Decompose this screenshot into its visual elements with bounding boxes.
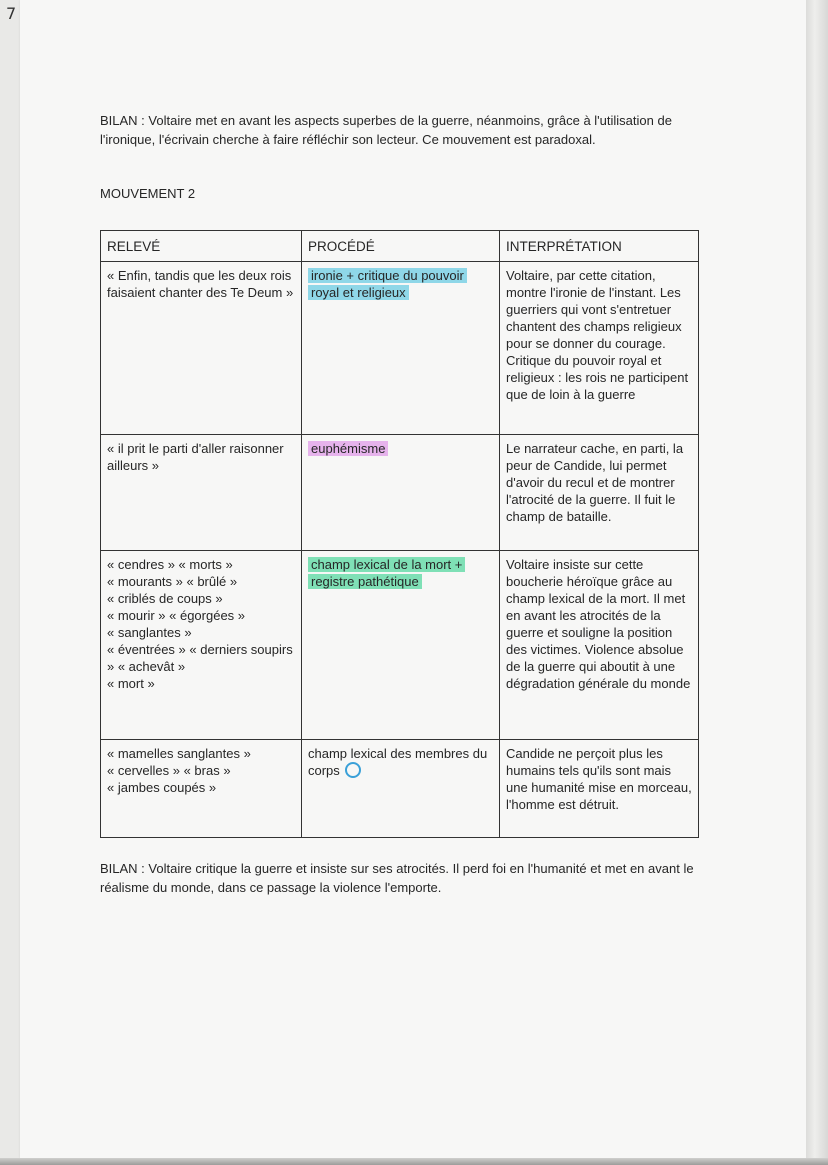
header-interpretation: INTERPRÉTATION — [500, 231, 699, 262]
procede-cell — [302, 262, 500, 435]
releve-cell — [101, 262, 302, 435]
releve-text: « mamelles sanglantes » « cervelles » « bras » « jambes coupés » — [107, 746, 251, 795]
header-releve: RELEVÉ — [101, 231, 302, 262]
procede-cell — [302, 435, 500, 551]
table-row — [101, 262, 699, 435]
interpretation-cell — [500, 435, 699, 551]
procede-highlight: euphémisme — [308, 441, 388, 456]
procede-text: champ lexical des membres du corps — [308, 746, 488, 778]
table-row — [101, 740, 699, 838]
interpretation-text: Candide ne perçoit plus les humains tels qu'ils sont mais une humanité mise en morceau, l'homme est détruit. — [506, 746, 692, 812]
page-number-mark: 7 — [6, 4, 17, 23]
releve-cell — [101, 740, 302, 838]
procede-cell — [302, 740, 500, 838]
interpretation-cell — [500, 262, 699, 435]
stacked-pages-edge — [806, 0, 828, 1165]
releve-text: « Enfin, tandis que les deux rois faisaient chanter des Te Deum » — [107, 268, 294, 300]
interpretation-text: Voltaire, par cette citation, montre l'ironie de l'instant. Les guerriers qui vont s'entretuer chantent des champs religieux pour se donner du courage. Critique du pouvoir royal et religieux : les rois ne participent que de loin à la guerre — [506, 268, 689, 402]
circle-icon — [345, 762, 361, 778]
analysis-table — [100, 230, 699, 838]
interpretation-cell — [500, 740, 699, 838]
bilan-paragraph-1: BILAN : Voltaire met en avant les aspects superbes de la guerre, néanmoins, grâce à l'utilisation de l'ironique, l'écrivain cherche à faire réfléchir son lecteur. Ce mouvement est paradoxal. — [100, 113, 672, 147]
interpretation-text: Voltaire insiste sur cette boucherie héroïque grâce au champ lexical de la mort. Il met en avant les atrocités de la guerre et souligne la position des victimes. Violence absolue de la guerre qui aboutit à une dégradation générale du monde — [506, 557, 691, 691]
interpretation-cell — [500, 551, 699, 740]
table-row — [101, 435, 699, 551]
procede-highlight: ironie + critique du pouvoir royal et religieux — [308, 268, 467, 300]
bilan-paragraph-2: BILAN : Voltaire critique la guerre et insiste sur ses atrocités. Il perd foi en l'humanité et met en avant le réalisme du monde, dans ce passage la violence l'emporte. — [100, 861, 694, 895]
movement-title: MOUVEMENT 2 — [100, 186, 196, 201]
procede-cell — [302, 551, 500, 740]
table-header-row — [101, 231, 699, 262]
releve-cell — [101, 435, 302, 551]
procede-highlight: champ lexical de la mort + registre pathétique — [308, 557, 465, 589]
table-row — [101, 551, 699, 740]
interpretation-text: Le narrateur cache, en parti, la peur de Candide, lui permet d'avoir du recul et de montrer l'atrocité de la guerre. Il fuit le champ de bataille. — [506, 441, 684, 524]
page-bottom-edge — [0, 1158, 828, 1165]
releve-text: « il prit le parti d'aller raisonner ailleurs » — [107, 441, 284, 473]
header-procede: PROCÉDÉ — [302, 231, 500, 262]
releve-text: « cendres » « morts » « mourants » « brûlé » « criblés de coups » « mourir » « égorgées » « sanglantes » « éventrées » « derniers soupirs » « achevât » « mort » — [107, 557, 293, 691]
releve-cell — [101, 551, 302, 740]
